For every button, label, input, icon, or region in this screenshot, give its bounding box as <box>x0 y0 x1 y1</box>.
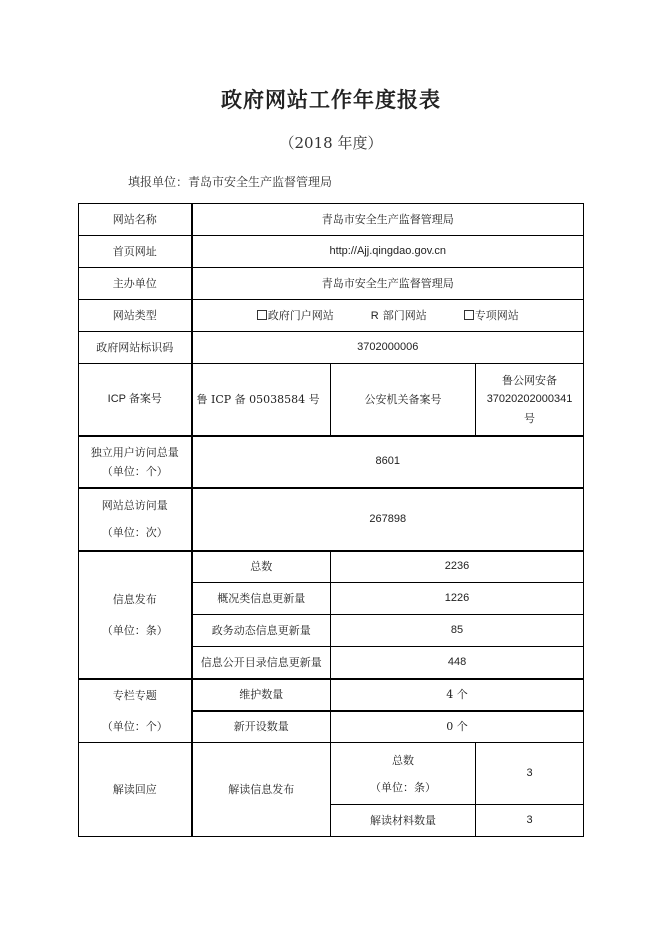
option-portal-label: 政府门户网站 <box>267 308 334 322</box>
row-site-type <box>79 300 584 332</box>
row-total-visits <box>79 488 584 551</box>
row-columns-maintain <box>79 679 584 711</box>
info-item-value: 448 <box>331 647 584 679</box>
interpretation-total-value: 3 <box>476 743 584 805</box>
police-record-value: 鲁公网安备 37020202000341 号 <box>476 364 584 436</box>
columns-item-label: 新开设数量 <box>192 711 331 743</box>
columns-item-value: 4 个 <box>331 679 584 711</box>
unique-visitors-value: 8601 <box>192 436 584 488</box>
site-name-value: 青岛市安全生产监督管理局 <box>192 204 584 236</box>
info-release-label: 信息发布 （单位：条） <box>79 551 192 679</box>
interpretation-material-value: 3 <box>476 805 584 837</box>
interpretation-label: 解读回应 <box>79 743 192 837</box>
columns-label: 专栏专题 （单位：个） <box>79 679 192 743</box>
checkmark-icon: R <box>370 309 379 322</box>
row-info-total <box>79 551 584 583</box>
host-value: 青岛市安全生产监督管理局 <box>192 268 584 300</box>
info-item-label: 总数 <box>192 551 331 583</box>
homepage-label: 首页网址 <box>79 236 192 268</box>
page-title: 政府网站工作年度报表 <box>221 87 441 112</box>
interpretation-total-label: 总数 （单位：条） <box>331 743 476 805</box>
host-label: 主办单位 <box>79 268 192 300</box>
total-visits-label: 网站总访问量 （单位：次） <box>79 488 192 551</box>
interpretation-material-label: 解读材料数量 <box>331 805 476 837</box>
site-type-options <box>192 300 584 332</box>
row-interpretation-total <box>79 743 584 805</box>
reporting-unit: 填报单位：青岛市安全生产监督管理局 <box>128 175 333 189</box>
police-record-label: 公安机关备案号 <box>331 364 476 436</box>
icp-label: ICP 备案号 <box>79 364 192 436</box>
site-id-value: 3702000006 <box>192 332 584 364</box>
unique-visitors-label: 独立用户访问总量 （单位：个） <box>79 436 192 488</box>
report-table <box>78 203 584 837</box>
columns-item-label: 维护数量 <box>192 679 331 711</box>
site-id-label: 政府网站标识码 <box>79 332 192 364</box>
info-item-value: 85 <box>331 615 584 647</box>
row-host <box>79 268 584 300</box>
homepage-value: http://Ajj.qingdao.gov.cn <box>192 236 584 268</box>
row-unique-visitors <box>79 436 584 488</box>
info-item-value: 1226 <box>331 583 584 615</box>
icp-value: 鲁 ICP 备 05038584 号 <box>192 364 331 436</box>
option-special-label: 专项网站 <box>474 308 519 322</box>
site-type-label: 网站类型 <box>79 300 192 332</box>
checkbox-special <box>464 310 474 320</box>
option-department-label: 部门网站 <box>382 308 427 322</box>
row-homepage <box>79 236 584 268</box>
info-item-label: 政务动态信息更新量 <box>192 615 331 647</box>
row-site-name <box>79 204 584 236</box>
site-name-label: 网站名称 <box>79 204 192 236</box>
interpretation-sublabel: 解读信息发布 <box>192 743 331 837</box>
info-item-label: 信息公开目录信息更新量 <box>192 647 331 679</box>
columns-item-value: 0 个 <box>331 711 584 743</box>
report-year: （2018 年度） <box>279 134 383 152</box>
info-item-value: 2236 <box>331 551 584 583</box>
info-item-label: 概况类信息更新量 <box>192 583 331 615</box>
row-icp <box>79 364 584 436</box>
checkbox-portal <box>257 310 267 320</box>
row-site-id <box>79 332 584 364</box>
total-visits-value: 267898 <box>192 488 584 551</box>
